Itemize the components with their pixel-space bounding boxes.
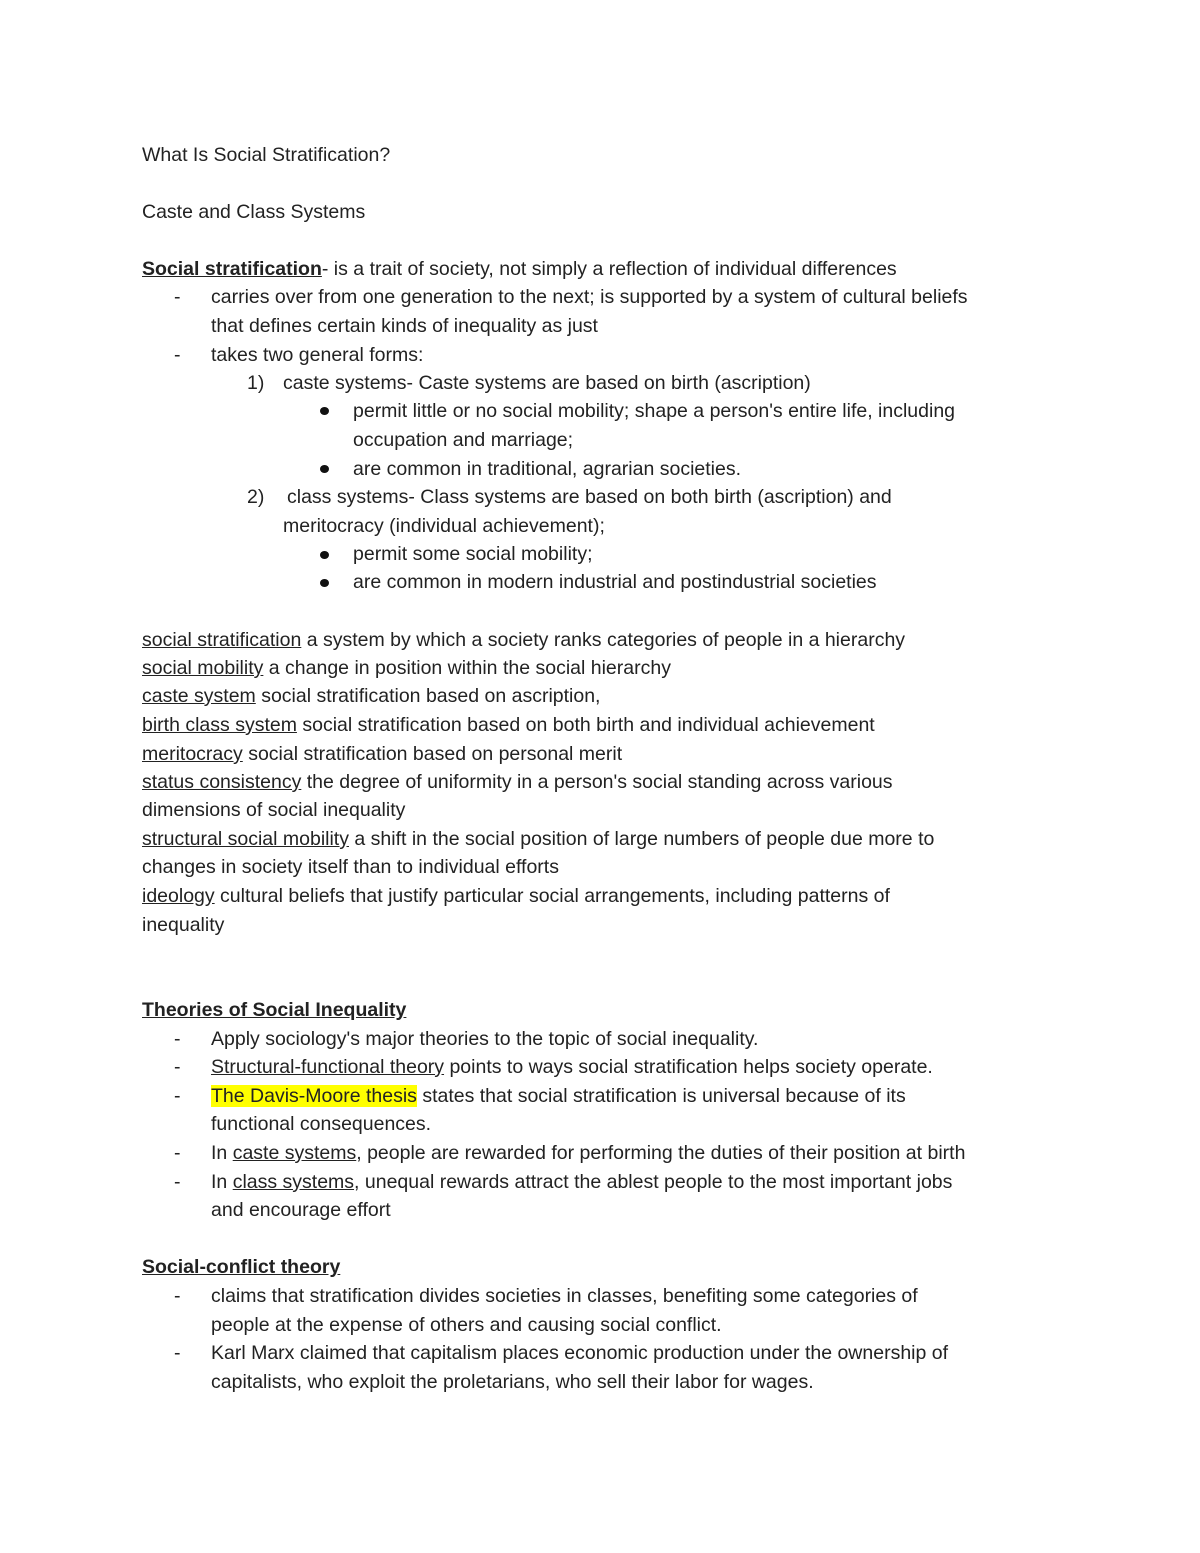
list-item-text: points to ways social stratification helps society operate. xyxy=(444,1056,933,1078)
glossary-definition-cont: dimensions of social inequality xyxy=(142,799,406,821)
underlined-term: caste systems xyxy=(232,1142,357,1164)
glossary-definition: social stratification based on personal merit xyxy=(242,743,623,765)
underlined-term: Structural-functional theory xyxy=(211,1056,445,1078)
glossary-entry xyxy=(142,742,622,766)
bullet-text: permit little or no social mobility; shape a person's entire life, including xyxy=(353,400,956,422)
list-item-text: , unequal rewards attract the ablest people to the most important jobs xyxy=(354,1171,953,1193)
glossary-entry xyxy=(142,628,905,652)
glossary-definition: social stratification based on both birth and individual achievement xyxy=(296,714,875,736)
glossary-definition-cont: inequality xyxy=(142,914,225,936)
list-item-text: , people are rewarded for performing the duties of their position at birth xyxy=(356,1142,966,1164)
dash-marker: - xyxy=(174,1285,181,1307)
glossary-term: ideology xyxy=(142,885,215,907)
list-item-text: people at the expense of others and causing social conflict. xyxy=(211,1314,722,1336)
bullet-icon xyxy=(320,465,329,473)
glossary-entry xyxy=(142,770,893,794)
dash-marker: - xyxy=(174,1342,181,1364)
list-item xyxy=(211,1170,952,1194)
glossary-term: social stratification xyxy=(142,629,302,651)
definition-line xyxy=(142,257,897,281)
term-social-stratification: Social stratification xyxy=(142,258,322,280)
section-heading: Theories of Social Inequality xyxy=(142,999,407,1021)
bullet-icon xyxy=(320,579,329,587)
dash-marker: - xyxy=(174,1142,181,1164)
list-item-text: In xyxy=(211,1142,233,1164)
glossary-entry xyxy=(142,656,671,680)
list-item xyxy=(211,1084,906,1108)
glossary-term: meritocracy xyxy=(142,743,243,765)
list-item-text: carries over from one generation to the next; is supported by a system of cultural beliefs xyxy=(211,286,968,308)
caste-systems-line: caste systems- Caste systems are based on birth (ascription) xyxy=(283,372,811,394)
list-item xyxy=(211,1055,933,1079)
glossary-definition: a change in position within the social hierarchy xyxy=(263,657,671,679)
list-item-text: and encourage effort xyxy=(211,1199,391,1221)
class-systems-line: meritocracy (individual achievement); xyxy=(283,515,605,537)
glossary-term: status consistency xyxy=(142,771,302,793)
glossary-term: social mobility xyxy=(142,657,264,679)
bullet-text: permit some social mobility; xyxy=(353,543,593,565)
highlighted-term: The Davis-Moore thesis xyxy=(211,1085,417,1107)
list-item xyxy=(211,1141,965,1165)
dash-marker: - xyxy=(174,1085,181,1107)
section-heading: Social-conflict theory xyxy=(142,1256,341,1278)
glossary-entry xyxy=(142,684,600,708)
glossary-entry xyxy=(142,713,875,737)
glossary-definition: the degree of uniformity in a person's social standing across various xyxy=(301,771,893,793)
page-title: What Is Social Stratification? xyxy=(142,144,391,166)
glossary-entry xyxy=(142,827,934,851)
glossary-definition: cultural beliefs that justify particular social arrangements, including patterns of xyxy=(214,885,890,907)
class-systems-line: class systems- Class systems are based on both birth (ascription) and xyxy=(287,486,892,508)
dash-marker: - xyxy=(174,1171,181,1193)
number-marker: 1) xyxy=(247,372,265,394)
glossary-entry xyxy=(142,884,890,908)
term-definition: - is a trait of society, not simply a reflection of individual differences xyxy=(321,258,897,280)
bullet-text: occupation and marriage; xyxy=(353,429,574,451)
list-item-text: Karl Marx claimed that capitalism places economic production under the ownership of xyxy=(211,1342,949,1364)
glossary-term: structural social mobility xyxy=(142,828,349,850)
glossary-definition: a shift in the social position of large numbers of people due more to xyxy=(348,828,935,850)
glossary-definition: social stratification based on ascription, xyxy=(255,685,601,707)
dash-marker: - xyxy=(174,1056,181,1078)
bullet-icon xyxy=(320,551,329,559)
bullet-text: are common in modern industrial and postindustrial societies xyxy=(353,571,877,593)
dash-marker: - xyxy=(174,344,181,366)
list-item-text: functional consequences. xyxy=(211,1113,432,1135)
dash-marker: - xyxy=(174,1028,181,1050)
list-item-text: capitalists, who exploit the proletarians, who sell their labor for wages. xyxy=(211,1371,814,1393)
glossary-term: caste system xyxy=(142,685,256,707)
glossary-term: birth class system xyxy=(142,714,297,736)
bullet-text: are common in traditional, agrarian societies. xyxy=(353,458,742,480)
list-item-text: that defines certain kinds of inequality as just xyxy=(211,315,598,337)
underlined-term: class systems xyxy=(232,1171,355,1193)
glossary-definition: a system by which a society ranks categories of people in a hierarchy xyxy=(301,629,906,651)
glossary-definition-cont: changes in society itself than to individual efforts xyxy=(142,856,559,878)
list-item-text: In xyxy=(211,1171,233,1193)
page-subtitle: Caste and Class Systems xyxy=(142,201,366,223)
list-item-text: claims that stratification divides societies in classes, benefiting some categories of xyxy=(211,1285,918,1307)
list-item-text: states that social stratification is universal because of its xyxy=(416,1085,906,1107)
number-marker: 2) xyxy=(247,486,265,508)
list-item-text: Apply sociology's major theories to the topic of social inequality. xyxy=(211,1028,759,1050)
dash-marker: - xyxy=(174,286,181,308)
bullet-icon xyxy=(320,407,329,415)
list-item-text: takes two general forms: xyxy=(211,344,424,366)
